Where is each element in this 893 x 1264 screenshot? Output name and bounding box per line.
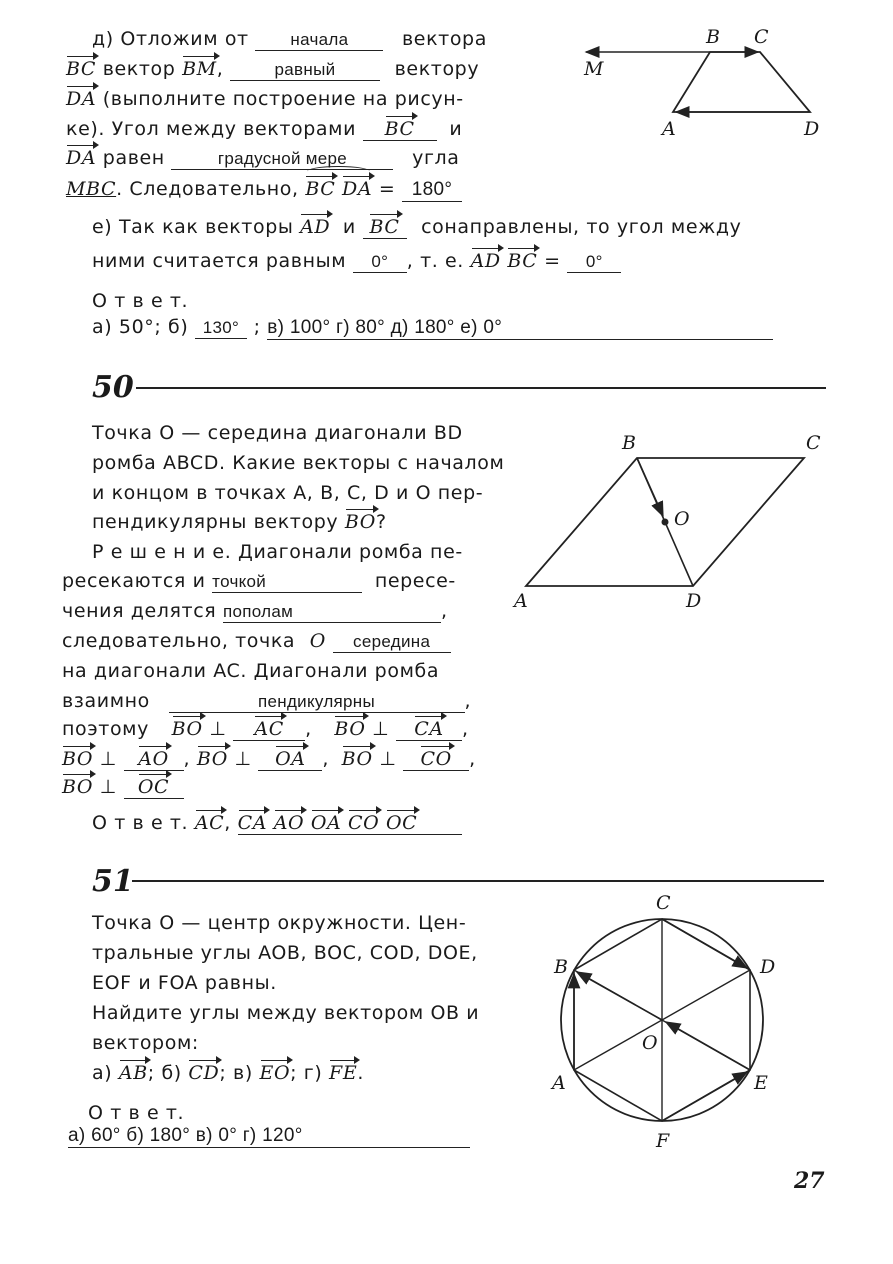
- line-d-1: [92, 28, 487, 51]
- vec-bo-6: BO: [62, 776, 94, 798]
- p50-sol2a: ресекаются и: [62, 570, 206, 592]
- answer-a: а) 50°; б): [92, 316, 189, 338]
- vec-da3: DA: [342, 178, 373, 200]
- blank-answer-b[interactable]: 130°: [195, 318, 247, 339]
- word-and2: и: [342, 216, 356, 238]
- p50-sol1: Р е ш е н и е. Диагонали ромба пе-: [92, 541, 463, 563]
- perp-2: ⊥: [372, 718, 390, 740]
- vec-ad: AD: [300, 216, 331, 238]
- vec-bo-1: BO: [171, 718, 203, 740]
- problem-50-number: 50: [92, 370, 134, 405]
- vector-eo-fig: [666, 1022, 750, 1070]
- word-angle: угла: [412, 147, 460, 169]
- p50-line4: [92, 511, 387, 533]
- p50-sol6: [62, 690, 471, 713]
- p51-answer-label: О т в е т.: [88, 1102, 185, 1124]
- p50-answer: О т в е т. AC, CA AO OA CO OC: [92, 812, 462, 835]
- p50-sol6a: взаимно: [62, 690, 150, 712]
- e-label: е) Так как векторы: [92, 216, 294, 238]
- point-o: [662, 519, 669, 526]
- p50-sol3: [62, 600, 448, 623]
- fig51-label-o: O: [642, 1032, 658, 1054]
- vec-bc3: BC: [507, 250, 538, 272]
- comma-5: ,: [469, 748, 476, 770]
- p51-dot: .: [357, 1062, 364, 1084]
- angle-mbc: MBC: [66, 178, 117, 200]
- p50-sol8: [62, 748, 476, 771]
- fill-oc: OC: [137, 776, 170, 798]
- fill-ac: AC: [254, 718, 284, 740]
- p50-sol3b: ,: [440, 600, 448, 622]
- p50-line4a: пендикулярны вектору: [92, 511, 339, 533]
- fill-ao: AO: [138, 748, 169, 770]
- p50-sol6b: ,: [464, 690, 472, 712]
- d-label: д) Отложим от: [92, 28, 249, 50]
- p51-b: ; б): [147, 1062, 182, 1084]
- fig1-label-a: A: [662, 118, 676, 140]
- eq2: =: [544, 250, 561, 272]
- fig51-label-f: F: [656, 1130, 670, 1152]
- vec-fe: FE: [329, 1062, 358, 1084]
- perp-4: ⊥: [234, 748, 252, 770]
- fill-e-bc: BC: [369, 216, 400, 238]
- word-and: и: [449, 118, 463, 140]
- word-vector2: вектор: [102, 58, 176, 80]
- p51-line4: Найдите углы между вектором OB и: [92, 1002, 480, 1024]
- p51-line2: тральные углы AOB, BOC, COD, DOE,: [92, 942, 478, 964]
- fig50-label-d: D: [686, 590, 702, 612]
- page-number: 27: [794, 1168, 825, 1194]
- fig50-label-o: O: [674, 508, 690, 530]
- answer-vec: AO: [273, 812, 305, 834]
- hexagon-figure: [560, 900, 780, 1140]
- perp-6: ⊥: [99, 776, 117, 798]
- e-rest: сонаправлены, то угол между: [421, 216, 742, 238]
- vec-ad2: AD: [470, 250, 501, 272]
- blank-middle[interactable]: середина: [333, 632, 451, 653]
- vec-cd: CD: [188, 1062, 220, 1084]
- blank-half[interactable]: пополам: [223, 602, 441, 623]
- fill-co: CO: [420, 748, 452, 770]
- vector-cd-fig: [662, 919, 747, 968]
- blank-start[interactable]: начала: [255, 30, 383, 51]
- vec-ab: AB: [118, 1062, 148, 1084]
- blank-answer-rest[interactable]: в) 100° г) 80° д) 180° е) 0°: [267, 317, 773, 340]
- p50-sol2: [62, 570, 456, 593]
- answer-vec-ac: AC: [194, 812, 225, 834]
- p50-o: O: [309, 630, 326, 652]
- problem-51-rule: [132, 880, 824, 882]
- fig51-label-a: A: [552, 1072, 566, 1094]
- p50-q: ?: [375, 511, 387, 533]
- fig50-label-a: A: [514, 590, 528, 612]
- p50-line1: Точка O — середина диагонали BD: [92, 422, 463, 444]
- blank-oc[interactable]: [124, 776, 184, 799]
- blank-oa[interactable]: [258, 748, 322, 771]
- answer-vec: CA: [237, 812, 268, 834]
- answer-semicolon: ;: [253, 316, 261, 338]
- p51-answer-line: [68, 1124, 470, 1148]
- vec-bc2: BC: [305, 178, 336, 200]
- e-line2: ними считается равным: [92, 250, 347, 272]
- p50-sol5: на диагонали AC. Диагонали ромба: [62, 660, 440, 682]
- word-vector: вектора: [402, 28, 487, 50]
- word-equal: равен: [102, 147, 165, 169]
- p50-sol7: [62, 718, 469, 741]
- line-d-5: [66, 147, 460, 170]
- p50-sol4a: следовательно, точка: [62, 630, 296, 652]
- blank-ao[interactable]: [124, 748, 184, 771]
- blank-e-bc[interactable]: [363, 216, 407, 239]
- word-to-vector: вектору: [394, 58, 480, 80]
- vec-da2: DA: [66, 147, 97, 169]
- vec-da: DA: [66, 88, 97, 110]
- p50-sol4: [62, 630, 451, 653]
- vector-bo: [637, 458, 663, 516]
- fig1-label-b: B: [706, 26, 720, 48]
- ie: , т. е.: [406, 250, 464, 272]
- vec-eo: EO: [259, 1062, 291, 1084]
- problem-51-number: 51: [92, 864, 134, 899]
- blank-ca[interactable]: [396, 718, 462, 741]
- comma-4: ,: [322, 748, 329, 770]
- p50-sol3a: чения делятся: [62, 600, 217, 622]
- line-e-2: [92, 250, 621, 273]
- line-d-3: [66, 88, 464, 110]
- fig1-label-c: C: [754, 26, 769, 48]
- line-d-4: [66, 118, 462, 141]
- blank-ac[interactable]: [233, 718, 305, 741]
- comma-1: ,: [305, 718, 312, 740]
- blank-e-0[interactable]: 0°: [353, 252, 407, 273]
- p50-sol9: [62, 776, 184, 799]
- line-d-2: [66, 58, 479, 81]
- blank-p50-answer[interactable]: [238, 812, 462, 835]
- perp-3: ⊥: [99, 748, 117, 770]
- p50-sol2b: пересе-: [374, 570, 456, 592]
- p51-a: а): [92, 1062, 113, 1084]
- comma: ,: [216, 58, 224, 80]
- problem-50-rule: [136, 387, 826, 389]
- d-line3-rest: (выполните построение на рисун-: [102, 88, 464, 110]
- comma-2: ,: [461, 718, 469, 740]
- blank-equal[interactable]: равный: [230, 60, 380, 81]
- p51-line3: EOF и FOA равны.: [92, 972, 277, 994]
- rhombus-figure: [510, 440, 830, 610]
- p50-line3: и концом в точках A, B, C, D и O пер-: [92, 482, 484, 504]
- therefore: . Следовательно,: [116, 178, 299, 200]
- fig1-label-m: M: [584, 58, 604, 80]
- fill-oa: OA: [275, 748, 306, 770]
- fig51-label-d: D: [760, 956, 776, 978]
- line-d-6: [66, 178, 462, 202]
- fill-ca: CA: [414, 718, 444, 740]
- p51-c: ; в): [219, 1062, 253, 1084]
- blank-vec-bc[interactable]: [363, 118, 437, 141]
- vec-bo-4: BO: [196, 748, 228, 770]
- vec-bm: BM: [182, 58, 217, 80]
- perp-1: ⊥: [209, 718, 227, 740]
- top-answer-label: О т в е т.: [92, 290, 189, 312]
- p50-sol7a: поэтому: [62, 718, 149, 740]
- vector-fe-fig: [662, 1072, 747, 1121]
- blank-perp[interactable]: пендикулярны: [169, 692, 465, 713]
- line-e-1: [92, 216, 741, 239]
- blank-degree[interactable]: градусной мере: [171, 149, 393, 170]
- top-answer-line: [92, 316, 773, 340]
- fig50-label-b: B: [622, 432, 636, 454]
- trapezoid-figure: [570, 20, 840, 150]
- eq: =: [378, 178, 396, 200]
- answer-vec: OA: [310, 812, 342, 834]
- blank-180[interactable]: 180°: [402, 179, 462, 202]
- vec-bo-2: BO: [334, 718, 366, 740]
- fig50-label-c: C: [806, 432, 821, 454]
- p50-answer-word: О т в е т.: [92, 812, 189, 834]
- blank-point[interactable]: точкой: [212, 572, 362, 593]
- p50-line2: ромба ABCD. Какие векторы с началом: [92, 452, 505, 474]
- p51-g: ; г): [290, 1062, 323, 1084]
- p51-line5: вектором:: [92, 1032, 199, 1054]
- fig1-label-d: D: [804, 118, 820, 140]
- perp-5: ⊥: [379, 748, 397, 770]
- answer-vec: OC: [385, 812, 418, 834]
- comma-3: ,: [183, 748, 191, 770]
- vec-bo-5: BO: [341, 748, 373, 770]
- fill-vec-bc: BC: [384, 118, 415, 140]
- blank-co[interactable]: [403, 748, 469, 771]
- p51-line6: [92, 1062, 364, 1084]
- fig51-label-e: E: [754, 1072, 768, 1094]
- vector-ob: [577, 972, 662, 1020]
- vec-bo-q: BO: [344, 511, 376, 533]
- p51-line1: Точка O — центр окружности. Цен-: [92, 912, 467, 934]
- trapezoid-shape: [673, 52, 810, 112]
- fig51-label-b: B: [554, 956, 568, 978]
- vec-bo-3: BO: [62, 748, 94, 770]
- d-line4: ке). Угол между векторами: [66, 118, 357, 140]
- answer-vec: CO: [347, 812, 380, 834]
- vec-bc: BC: [66, 58, 97, 80]
- fig51-label-c: C: [656, 892, 671, 914]
- blank-e-0b[interactable]: 0°: [567, 252, 621, 273]
- blank-p51-answer[interactable]: а) 60° б) 180° в) 0° г) 120°: [68, 1125, 470, 1148]
